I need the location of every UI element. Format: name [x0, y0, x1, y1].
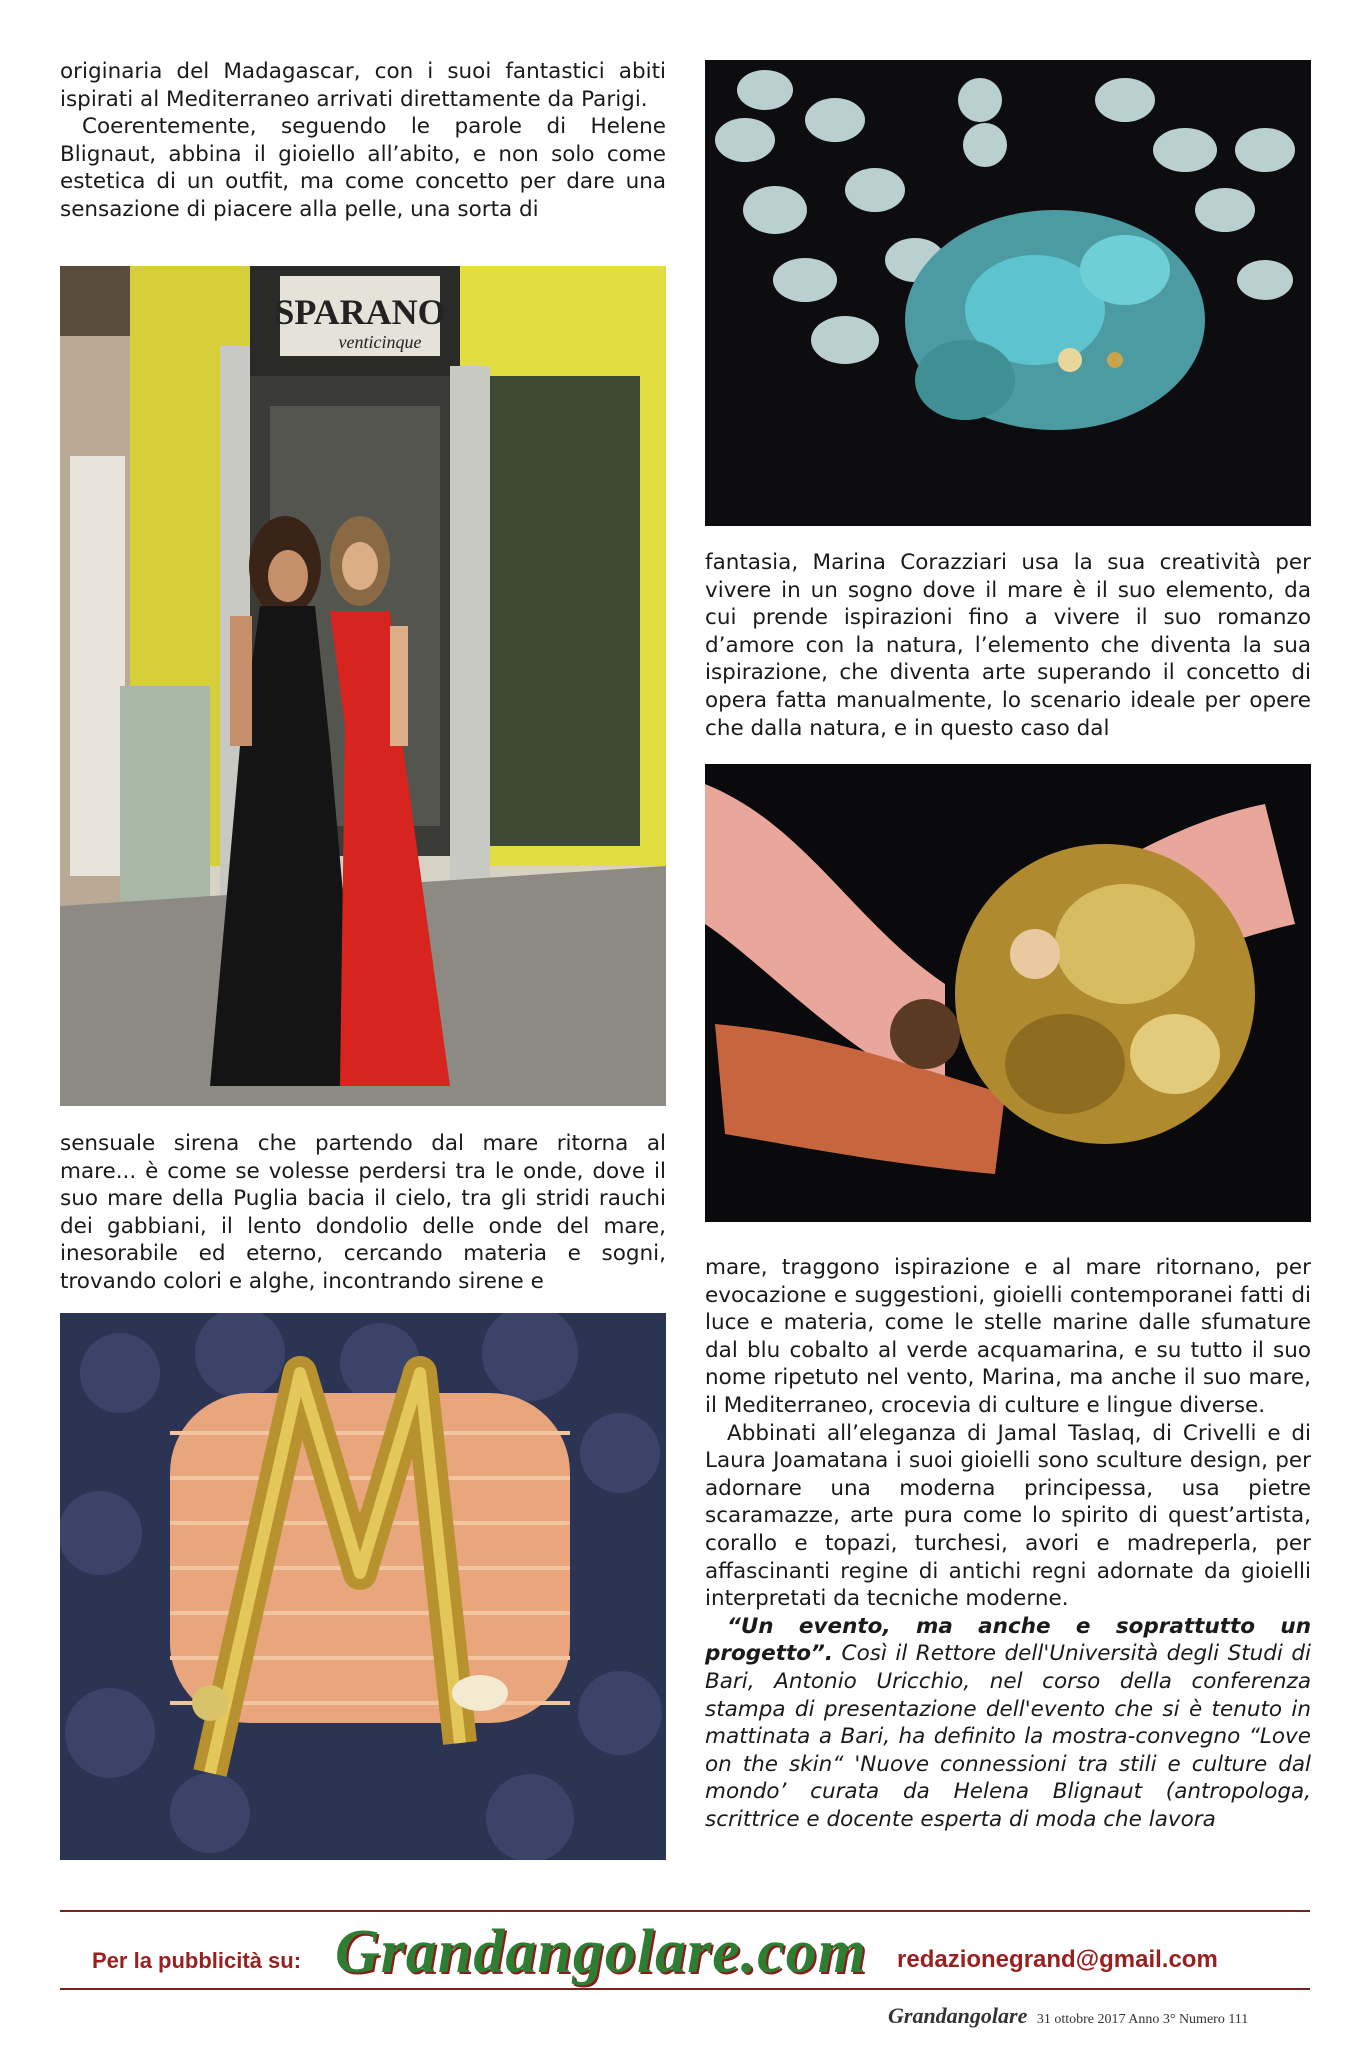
- quote-text: “Un evento, ma anche e soprattutto un progetto”.: [705, 1613, 1311, 1667]
- ad-rule-bottom: [60, 1988, 1310, 1990]
- photo-storefront-models: [60, 266, 666, 1106]
- quote-continuation: Così il Rettore dell'Università degli Studi di Bari, Antonio Uricchio, nel corso della conferenza stampa di presentazione dell'evento che si è tenuto in mattinata a Bari, ha definito la mostra-convegno “Love on the skin“ 'Nuove connessioni tra stili e culture dal mondo’ curata da Helena Blignaut (antropologa, scrittrice e docente esperta di moda che lavora: [705, 1641, 1311, 1832]
- storefront-sign: SPARANO: [274, 292, 446, 332]
- left-text-middle: [60, 1130, 666, 1296]
- paragraph-quote: [705, 1613, 1311, 1834]
- footer-issue: 31 ottobre 2017 Anno 3° Numero 111: [1036, 2012, 1249, 2027]
- page-footer: [888, 2003, 1248, 2029]
- paragraph: Coerentemente, seguendo le parole di Helene Blignaut, abbina il gioiello all’abito, e non solo come estetica di un outfit, ma come concetto per dare una sensazione di piacere alla pelle, una sorta di: [60, 114, 666, 222]
- photo-coral-bracelet: [60, 1313, 666, 1860]
- footer-brand: Grandangolare: [888, 2003, 1028, 2028]
- right-text-top: [705, 549, 1311, 742]
- storefront-sign-sub: venticinque: [338, 332, 422, 352]
- paragraph: sensuale sirena che partendo dal mare ritorna al mare... è come se volesse perdersi tra le onde, dove il suo mare della Puglia bacia il cielo, tra gli stridi rauchi dei gabbiani, il lento dondolio delle onde del mare, inesorabile ed eterno, cercando materia e sogni, trovando colori e alghe, incontrando sirene e: [60, 1131, 666, 1294]
- left-text-top: [60, 58, 666, 224]
- paragraph: Abbinati all’eleganza di Jamal Taslaq, di Crivelli e di Laura Joamatana i suoi gioielli sono sculture design, per adornare una moderna principessa, usa pietre scaramazze, arte pura come lo spirito di quest’artista, corallo e topazi, turchesi, avori e madreperla, per affascinanti regine di antichi regni adornate da gioielli interpretati da tecniche moderne.: [705, 1420, 1311, 1612]
- paragraph: originaria del Madagascar, con i suoi fantastici abiti ispirati al Mediterraneo arrivati direttamente da Parigi.: [60, 59, 666, 112]
- right-text-bottom: [705, 1254, 1311, 1833]
- ad-brand-logo[interactable]: Grandangolare.com: [335, 1918, 867, 1986]
- ad-email-link[interactable]: redazionegrand@gmail.com: [897, 1946, 1218, 1973]
- photo-aqua-necklace: [705, 60, 1311, 526]
- ad-label: Per la pubblicità su:: [92, 1948, 302, 1973]
- paragraph: mare, traggono ispirazione e al mare ritornano, per evocazione e suggestioni, gioielli contemporanei fatti di luce e materia, come le stelle marine dalle sfumature dal blu cobalto al verde acquamarina, e su tutto il suo nome ripetuto nel vento, Marina, ma anche il suo mare, il Mediterraneo, crocevia di culture e lingue diverse.: [705, 1255, 1311, 1418]
- photo-coral-gold-necklace: [705, 764, 1311, 1222]
- ad-rule-top: [60, 1910, 1310, 1912]
- paragraph: fantasia, Marina Corazziari usa la sua creatività per vivere in un sogno dove il mare è il suo elemento, da cui prende ispirazioni fino a vivere il suo romanzo d’amore con la natura, l’elemento che diventa la sua ispirazione, che diventa arte superando il concetto di opera fatta manualmente, lo scenario ideale per opere che dalla natura, e in questo caso dal: [705, 550, 1311, 741]
